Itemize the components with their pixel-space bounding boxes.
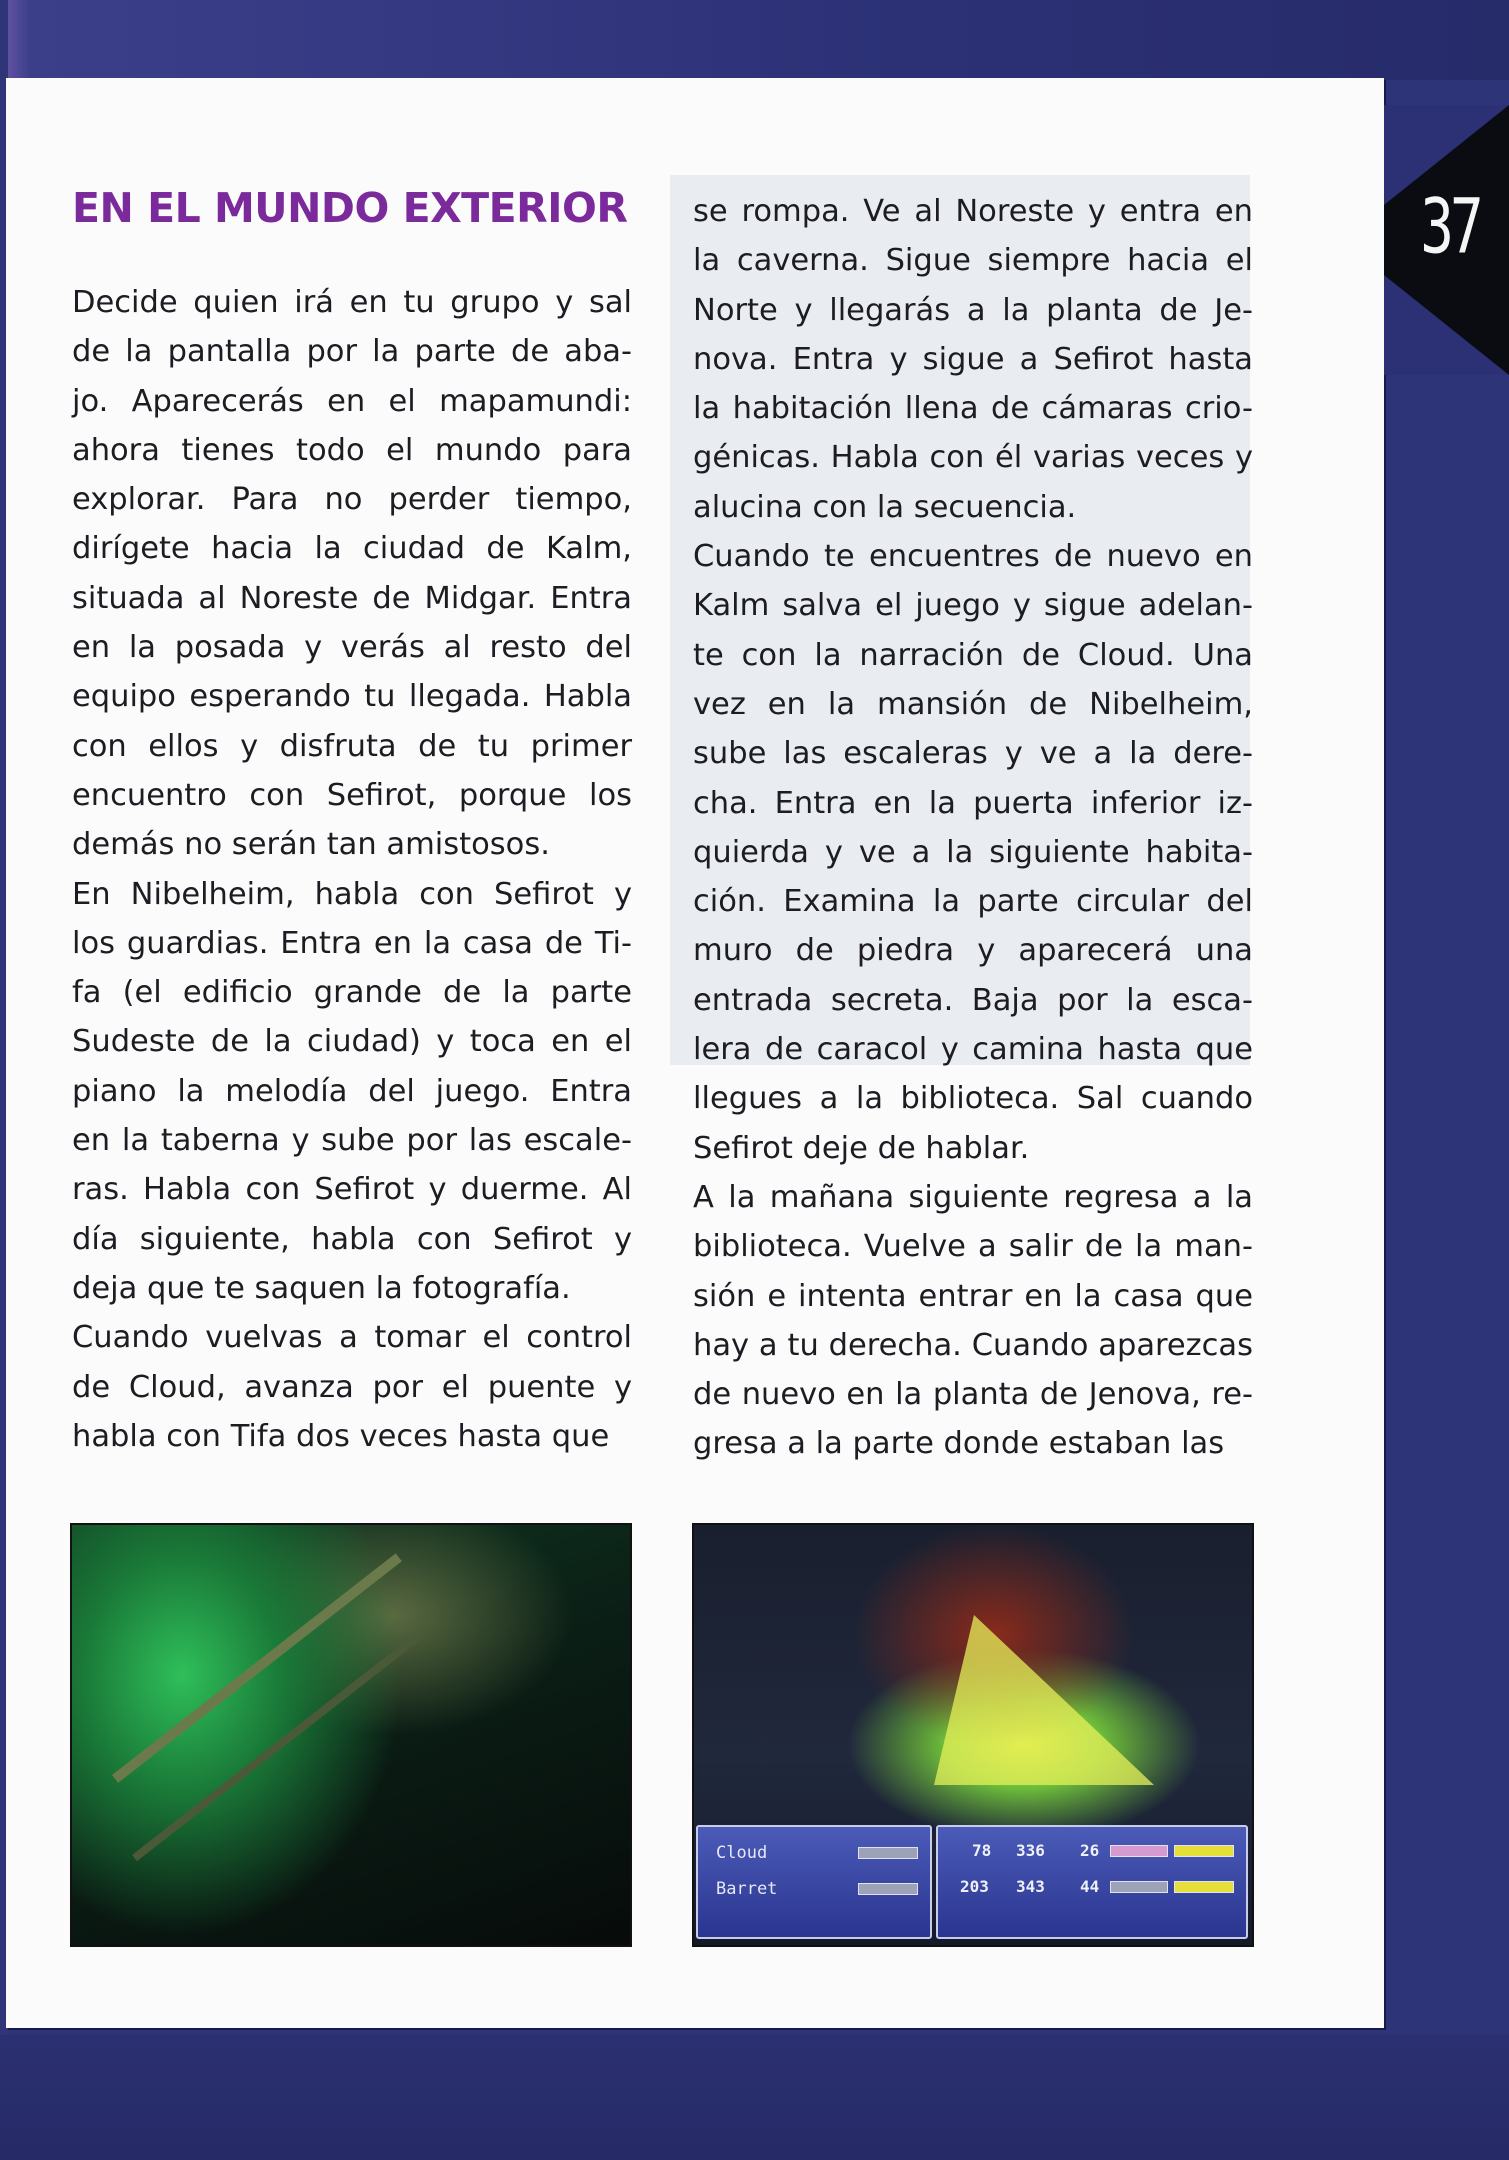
barrier-gauge-2 bbox=[858, 1883, 918, 1895]
text-line: situada al Noreste de Midgar. Entra bbox=[72, 580, 632, 616]
right-column-text bbox=[693, 187, 1253, 1469]
hp-max-1: 336 bbox=[1016, 1841, 1045, 1860]
text-line: dirígete hacia la ciudad de Kalm, bbox=[72, 531, 632, 567]
text-line: en la posada y verás al resto del bbox=[72, 630, 632, 666]
text-line: llegues a la biblioteca. Sal cuando bbox=[693, 1081, 1253, 1117]
tab-bottom-cut bbox=[1384, 275, 1509, 375]
bridge-railing bbox=[112, 1553, 402, 1783]
text-line: vez en la mansión de Nibelheim, bbox=[693, 686, 1253, 722]
hp-max-2: 343 bbox=[1016, 1877, 1045, 1896]
text-line: día siguiente, habla con Sefirot y bbox=[72, 1221, 632, 1257]
attack-beam bbox=[934, 1615, 1154, 1785]
text-line: la habitación llena de cámaras crio- bbox=[693, 391, 1253, 427]
text-line: los guardias. Entra en la casa de Ti- bbox=[72, 925, 632, 961]
party-name-2: Barret bbox=[716, 1879, 778, 1899]
screenshot-battle-scene bbox=[692, 1523, 1254, 1947]
text-line: lera de caracol y camina hasta que bbox=[693, 1032, 1253, 1068]
text-line: de Cloud, avanza por el puente y bbox=[72, 1369, 632, 1405]
text-line: ahora tienes todo el mundo para bbox=[72, 432, 632, 468]
barrier-gauge-1 bbox=[858, 1847, 918, 1859]
text-line: en la taberna y sube por las escale- bbox=[72, 1123, 632, 1159]
text-line: la caverna. Sigue siempre hacia el bbox=[693, 243, 1253, 279]
text-line: gresa a la parte donde estaban las bbox=[693, 1426, 1225, 1462]
text-line: Kalm salva el juego y sigue adelan- bbox=[693, 588, 1253, 624]
text-line: jo. Aparecerás en el mapamundi: bbox=[72, 383, 632, 419]
text-line: de la pantalla por la parte de aba- bbox=[72, 334, 632, 370]
text-line: génicas. Habla con él varias veces y bbox=[693, 440, 1253, 476]
text-line: sión e intenta entrar en la casa que bbox=[693, 1278, 1253, 1314]
text-line: fa (el edificio grande de la parte bbox=[72, 975, 632, 1011]
party-name-1: Cloud bbox=[716, 1843, 768, 1863]
text-line: equipo esperando tu llegada. Habla bbox=[72, 679, 632, 715]
text-line: de nuevo en la planta de Jenova, re- bbox=[693, 1377, 1253, 1413]
left-column-text bbox=[72, 278, 632, 1461]
text-line: quierda y ve a la siguiente habita- bbox=[693, 834, 1253, 870]
text-line: muro de piedra y aparecerá una bbox=[693, 933, 1253, 969]
mp-1: 26 bbox=[1080, 1841, 1100, 1860]
left-column bbox=[72, 180, 632, 1461]
bridge-walkway bbox=[132, 1633, 421, 1861]
text-line: biblioteca. Vuelve a salir de la man- bbox=[693, 1229, 1253, 1265]
right-column bbox=[693, 187, 1253, 1469]
page-number: 37 bbox=[1420, 183, 1480, 272]
text-line: Cuando te encuentres de nuevo en bbox=[693, 539, 1253, 575]
party-names-box bbox=[696, 1825, 932, 1939]
section-heading: EN EL MUNDO EXTERIOR bbox=[72, 184, 628, 232]
text-line: piano la melodía del juego. Entra bbox=[72, 1073, 632, 1109]
mp-2: 44 bbox=[1080, 1877, 1100, 1896]
top-frame-band bbox=[0, 0, 1509, 80]
text-line: deja que te saquen la fotografía. bbox=[72, 1270, 571, 1306]
text-line: Decide quien irá en tu grupo y sal bbox=[72, 285, 632, 320]
text-line: Sudeste de la ciudad) y toca en el bbox=[72, 1024, 632, 1060]
screenshot-bridge-scene bbox=[70, 1523, 632, 1947]
limit-gauge-1 bbox=[1110, 1845, 1168, 1857]
party-stats-box bbox=[936, 1825, 1248, 1939]
text-line: En Nibelheim, habla con Sefirot y bbox=[72, 876, 632, 912]
text-line: sube las escaleras y ve a la dere- bbox=[693, 736, 1253, 772]
hp-current-2: 203 bbox=[960, 1877, 989, 1896]
text-line: Norte y llegarás a la planta de Je- bbox=[693, 292, 1253, 328]
text-line: ción. Examina la parte circular del bbox=[693, 884, 1253, 920]
text-line: habla con Tifa dos veces hasta que bbox=[72, 1418, 610, 1454]
text-line: Sefirot deje de hablar. bbox=[693, 1130, 1030, 1166]
text-line: explorar. Para no perder tiempo, bbox=[72, 482, 632, 518]
bottom-frame-band bbox=[0, 2035, 1509, 2160]
text-line: cha. Entra en la puerta inferior iz- bbox=[693, 785, 1253, 821]
text-line: con ellos y disfruta de tu primer bbox=[72, 728, 632, 764]
text-line: encuentro con Sefirot, porque los bbox=[72, 777, 632, 813]
text-line: entrada secreta. Baja por la esca- bbox=[693, 982, 1253, 1018]
text-line: ras. Habla con Sefirot y duerme. Al bbox=[72, 1172, 632, 1208]
time-gauge-1 bbox=[1174, 1845, 1234, 1857]
text-line: hay a tu derecha. Cuando aparezcas bbox=[693, 1327, 1253, 1363]
text-line: A la mañana siguiente regresa a la bbox=[693, 1179, 1253, 1215]
text-line: demás no serán tan amistosos. bbox=[72, 827, 550, 863]
battle-menu bbox=[696, 1825, 1246, 1940]
limit-gauge-2 bbox=[1110, 1881, 1168, 1893]
hp-current-1: 78 bbox=[972, 1841, 992, 1860]
time-gauge-2 bbox=[1174, 1881, 1234, 1893]
text-line: nova. Entra y sigue a Sefirot hasta bbox=[693, 341, 1253, 377]
text-line: se rompa. Ve al Noreste y entra en bbox=[693, 194, 1253, 229]
text-line: alucina con la secuencia. bbox=[693, 489, 1077, 525]
text-line: te con la narración de Cloud. Una bbox=[693, 637, 1253, 673]
text-line: Cuando vuelvas a tomar el control bbox=[72, 1320, 632, 1356]
